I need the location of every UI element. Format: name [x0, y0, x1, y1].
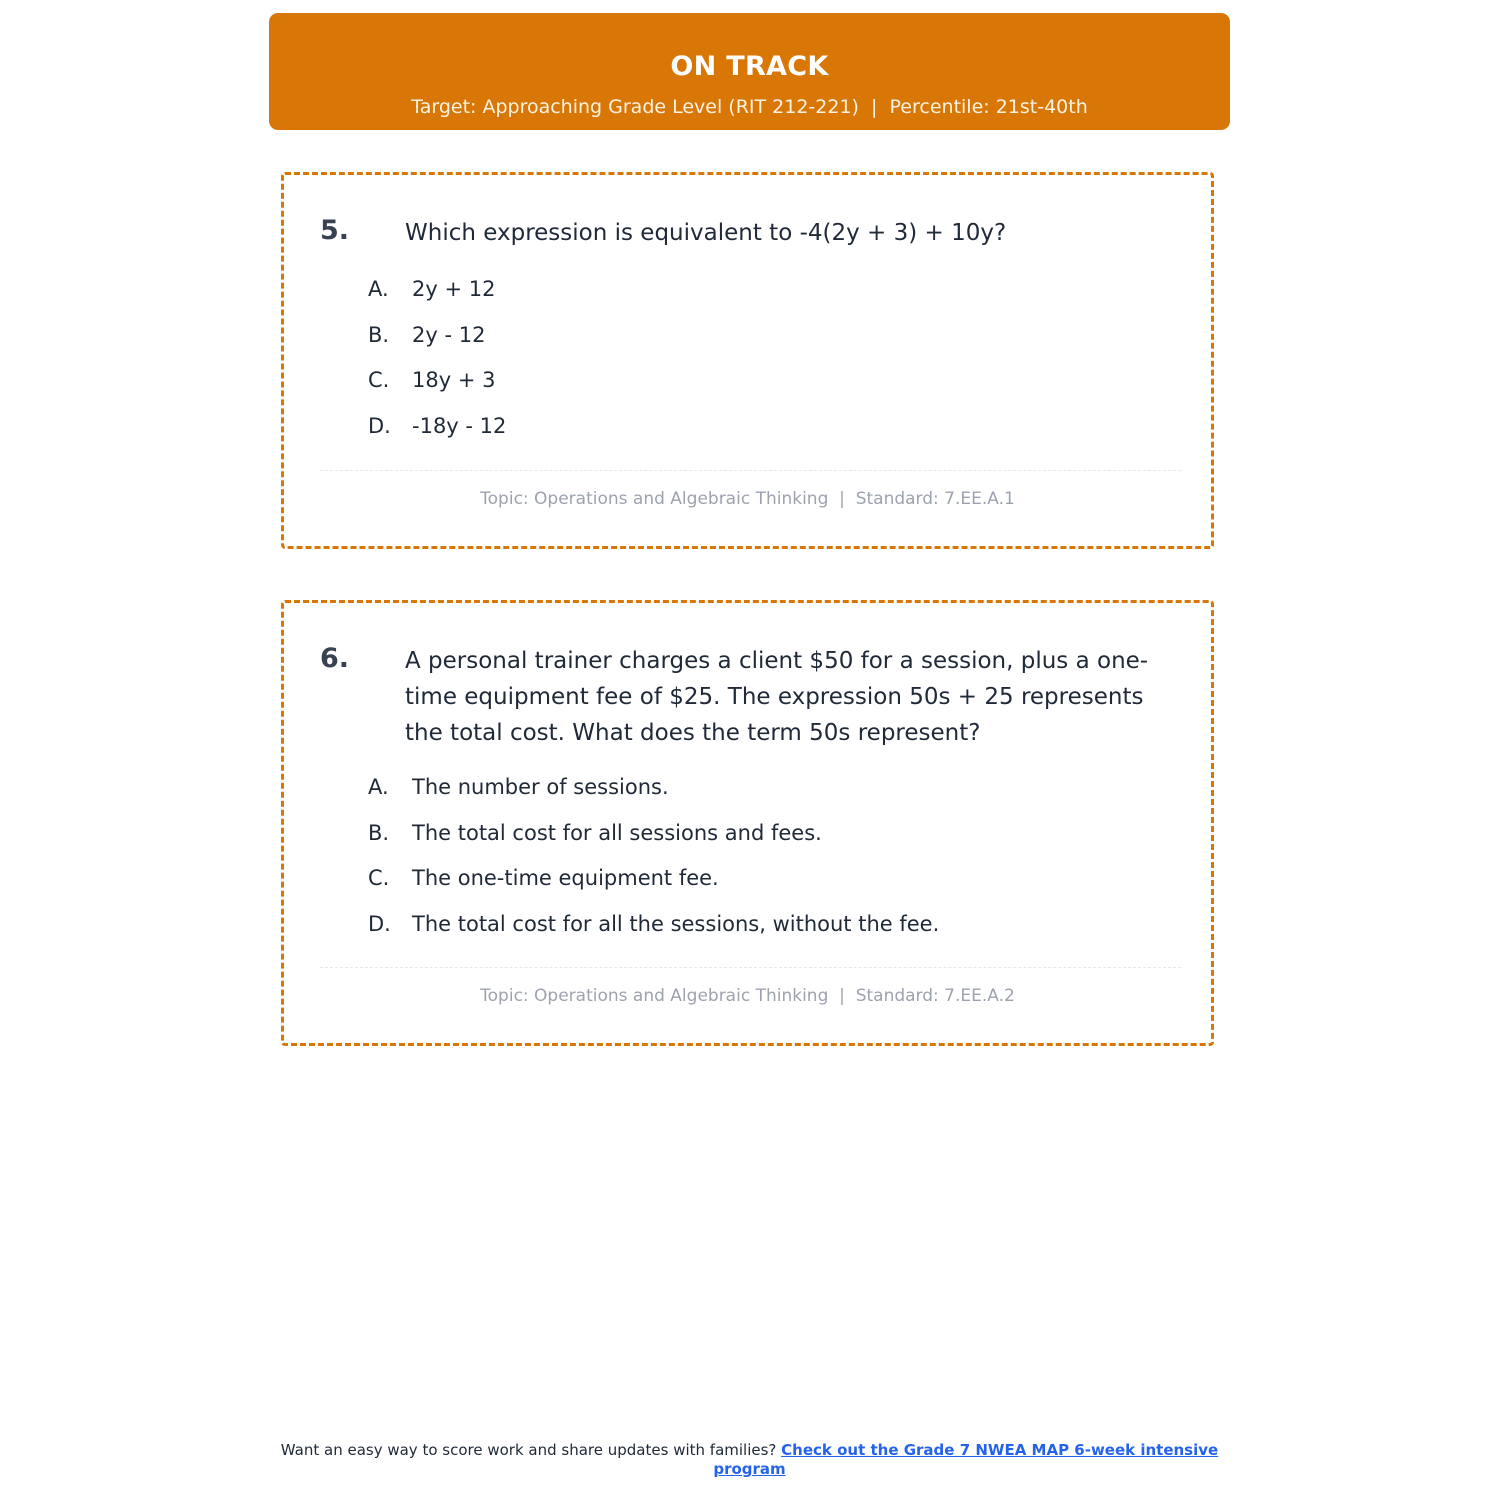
option-letter: D.: [368, 911, 391, 936]
answer-option-d[interactable]: [368, 912, 939, 958]
option-letter: B.: [368, 322, 390, 347]
banner-title: ON TRACK: [670, 51, 829, 82]
option-text: The one-time equipment fee.: [412, 866, 719, 891]
option-text: 2y + 12: [412, 277, 496, 301]
answer-options: [368, 277, 506, 459]
card-divider: [320, 470, 1181, 471]
option-letter: D.: [368, 413, 391, 438]
footer-text: Want an easy way to score work and share updates with families?: [280, 1441, 782, 1459]
answer-options: [368, 775, 939, 957]
question-number: 5.: [320, 215, 350, 246]
option-letter: C.: [368, 368, 390, 393]
question-card-6: [281, 600, 1214, 1046]
option-letter: A.: [368, 277, 389, 301]
program-link[interactable]: Check out the Grade 7 NWEA MAP 6-week intensive program: [713, 1441, 1219, 1478]
option-letter: A.: [368, 775, 389, 799]
question-meta: Topic: Operations and Algebraic Thinking | Standard: 7.EE.A.1: [480, 489, 1015, 509]
answer-option-c[interactable]: [368, 368, 506, 414]
banner-subtitle: Target: Approaching Grade Level (RIT 212-221) | Percentile: 21st-40th: [411, 96, 1088, 118]
status-banner: [269, 13, 1230, 130]
option-letter: B.: [368, 820, 390, 845]
question-meta: Topic: Operations and Algebraic Thinking | Standard: 7.EE.A.2: [480, 986, 1015, 1006]
footer-promo: [269, 1441, 1230, 1479]
question-card-5: [281, 172, 1214, 549]
option-text: -18y - 12: [412, 413, 507, 438]
answer-option-a[interactable]: [368, 775, 939, 821]
question-text: A personal trainer charges a client $50 for a session, plus a one-time equipment fee of $25. The expression 50s + 25 represents the total cost. What does the term 50s represent?: [405, 648, 1149, 746]
option-letter: C.: [368, 866, 390, 891]
question-text: Which expression is equivalent to -4(2y + 3) + 10y?: [405, 220, 1007, 246]
answer-option-c[interactable]: [368, 866, 939, 912]
option-text: The number of sessions.: [412, 775, 669, 799]
option-text: The total cost for all the sessions, without the fee.: [412, 911, 940, 936]
option-text: 2y - 12: [412, 322, 486, 347]
answer-option-d[interactable]: [368, 414, 506, 460]
option-text: 18y + 3: [412, 368, 496, 393]
option-text: The total cost for all sessions and fees.: [412, 820, 822, 845]
answer-option-b[interactable]: [368, 323, 506, 369]
question-number: 6.: [320, 643, 350, 674]
card-divider: [320, 967, 1181, 968]
answer-option-a[interactable]: [368, 277, 506, 323]
answer-option-b[interactable]: [368, 821, 939, 867]
